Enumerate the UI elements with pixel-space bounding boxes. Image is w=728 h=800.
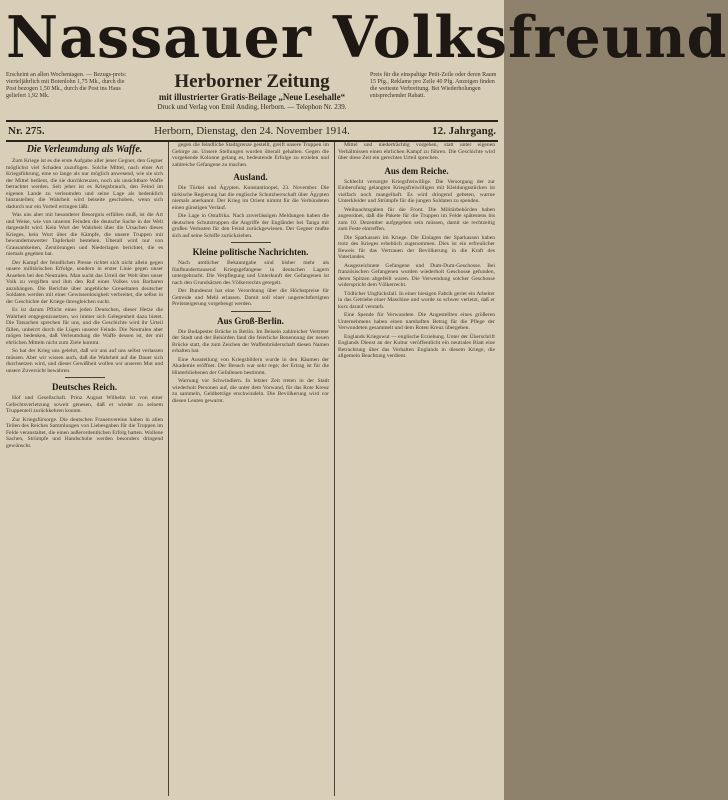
article-paragraph: Zum Kriege ist es die erste Aufgabe aller jener Gegner, den Gegner möglichst viel Schaden zuzufügen. Solche Mittel, nach einer Art Kriegsführung, eine so lange als nur möglich anwesend, wie sie sich der Mittel bedient, die sie durchkreuzen, noch als unsichtbare Waffe betrachtet werden. Seit jeher ist es Kriegsbrauch, den Feind im eigenen Lande zu verleumden und seine Lage als bedenklich hinzustellen; die Wahrheit wird beiseite geschoben, wenn sich dadurch nur ein Vorteil erringen läßt.	[6, 158, 163, 210]
article-paragraph: gegen die feindliche Stadtgrenze gestellt, greift unsere Truppen im Gebirge an. Unsere Stellungen wurden überall gehalten. Gegen die vorgehende Kolonne gelang es, bedeutende Erfolge zu erzielen und zahlreiche Gefangene zu machen.	[172, 142, 329, 168]
article-paragraph: Die Sparkassen im Kriege. Die Einlagen der Sparkassen haben trotz des Krieges erheblich zugenommen. Dies ist ein erfreulicher Beweis für das Vertrauen der Bevölkerung in die Kraft des Vaterlandes.	[338, 234, 495, 260]
section-divider	[231, 242, 271, 243]
section-divider	[65, 377, 105, 378]
print-line: Druck und Verlag von Emil Anding, Herborn. — Telephon Nr. 239.	[157, 103, 347, 111]
article-paragraph: Englands Kriegswut — englische Erziehung. Unter der Überschrift Englands Dienst an der Kultur veröffentlicht ein neutrales Blatt eine Betrachtung über das Verhalten Englands in diesem Kriege, die allgemein Beachtung verdient.	[338, 333, 495, 359]
section-heading: Aus dem Reiche.	[384, 165, 449, 176]
issue-number: Nr. 275.	[8, 125, 45, 137]
column-divider	[168, 142, 169, 796]
article-paragraph: Nach amtlicher Bekanntgabe sind bisher mehr als fünfhunderttausend Kriegsgefangene in deutschen Lagern untergebracht. Die Verpflegung und Unterkunft der Gefangenen ist nach den Grundsätzen des Völkerrechts geregelt.	[172, 260, 329, 286]
section-heading: Aus Groß-Berlin.	[217, 315, 284, 326]
advertising-notice: Preis für die einspaltige Petit-Zeile oder deren Raum 15 Pfg., Reklame pro Zeile 40 Pfg. Anzeigen finden die weiteste Verbreitung. Bei Wiederholungen entsprechender Rabatt.	[370, 72, 497, 99]
newspaper-title: Nassauer Volksfreund	[6, 4, 728, 71]
article-paragraph: Die Budapester Brücke in Berlin. Im Beisein zahlreicher Vertreter der Stadt und der Behörden fand die feierliche Benennung der neuen Brücke statt, die zum Zeichen der Waffenbrüderschaft diesen Namen erhalten hat.	[172, 328, 329, 354]
article-paragraph: Hof und Gesellschaft. Prinz August Wilhelm ist von einer Gefechtsverletzung soweit genesen, daß er wieder zu seinem Truppenteil zurückkehren konnte.	[6, 395, 163, 414]
section-heading: Kleine politische Nachrichten.	[192, 247, 309, 257]
masthead-subrow	[6, 72, 498, 120]
article-paragraph: Tödlicher Unglücksfall. In einer hiesigen Fabrik geriet ein Arbeiter in das Getriebe einer Maschine und wurde so schwer verletzt, daß er kurz darauf verstarb.	[338, 290, 495, 310]
subscription-notice: Erscheint an allen Wochentagen. — Bezugs-preis: vierteljährlich mit Botenlohn 1,75 Mk., durch die Post bezogen 1,50 Mk., durch die Post ins Haus geliefert 1,92 Mk.	[6, 72, 127, 99]
article-paragraph: So hat der Krieg uns gelehrt, daß wir uns auf uns selbst verlassen müssen. Aber wir wissen auch, daß die Wahrheit auf die Dauer sich durchsetzen wird, und dieser Gewißheit wollen wir unseren Mut und unsere Zuversicht bewahren.	[6, 348, 163, 374]
article-heading: Die Verleumdung als Waffe.	[26, 144, 143, 155]
article-columns	[6, 142, 498, 796]
article-paragraph: Weihnachtsgaben für die Front. Die Militärbehörden haben angeordnet, daß die Pakete für die Truppen im Felde spätestens bis zum 10. Dezember aufgegeben sein müssen, damit sie rechtzeitig zum Feste eintreffen.	[338, 206, 495, 232]
article-paragraph: Eine Spende für Verwundete. Die Angestellten eines größeren Unternehmens haben einen namhaften Betrag für die Pflege der Verwundeten gesammelt und dem Roten Kreuz übergeben.	[338, 312, 495, 331]
article-paragraph: Der Kampf der feindlichen Presse richtet sich nicht allein gegen unsere militärischen Erfolge, sondern in erster Linie gegen unser Ansehen bei den Neutralen. Man sucht das Urteil der Welt über unser Volk zu vergiften und ihm den Ruf eines Volkes von Barbaren anzuhängen. Die Berichte über angebliche Greueltaten deutscher Soldaten werden mit einer Gewissenlosigkeit verbreitet, die selbst in der Geschichte der Kriege ihresgleichen sucht.	[6, 259, 163, 305]
section-heading: Ausland.	[233, 172, 268, 182]
article-paragraph: Eine Ausstellung von Kriegsbildern wurde in den Räumen der Akademie eröffnet. Der Besuch war sehr rege; der Ertrag ist für die Hinterbliebenen der Gefallenen bestimmt.	[172, 356, 329, 376]
article-paragraph: Zur Kriegsfürsorge. Die deutschen Frauenvereine haben in allen Teilen des Reiches Sammlungen von Liebesgaben für die Truppen im Felde veranstaltet, die einen außerordentlichen Erfolg hatten. Wollene Sachen, Strümpfe und Handschuhe werden besonders dringend gewünscht.	[6, 416, 163, 449]
newspaper-tagline: mit illustrierter Gratis-Beilage „Neue Lesehalle“	[158, 92, 346, 102]
article-paragraph: Der Bundesrat hat eine Verordnung über die Höchstpreise für Getreide und Mehl erlassen. Damit soll einer ungerechtfertigten Preissteigerung vorgebeugt werden.	[172, 288, 329, 307]
article-paragraph: Es ist darum Pflicht eines jeden Deutschen, dieser Hetze die Wahrheit entgegenzusetzen, wo immer sich Gelegenheit dazu bietet. Die Tatsachen sprechen für uns, und die Geschichte wird ihr Urteil fällen, unbeirrt durch die Lügen unserer Feinde. Die Neutralen aber mögen bedenken, daß Verleumdung die Waffe dessen ist, der mit ehrlichen Mitteln nicht zum Ziele kommt.	[6, 307, 163, 346]
column-divider	[334, 142, 335, 796]
masthead-center	[140, 72, 364, 112]
issue-year: 12. Jahrgang.	[432, 125, 496, 137]
article-paragraph: Was uns aber mit besonderer Besorgnis erfüllen muß, ist die Art und Weise, wie von unseren Feinden die deutsche Sache in der Welt dargestellt wird. Kein Wort der Wahrheit über die Ursachen dieses Krieges, kein Wort über die Kämpfe, die unsere Truppen mit bewundernswerter Tapferkeit bestehen. Überall wird nur von Grausamkeiten, Zerstörungen und Niederlagen berichtet, die es niemals gegeben hat.	[6, 212, 163, 257]
newspaper-subtitle: Herborner Zeitung	[174, 71, 330, 92]
column-middle	[172, 142, 329, 796]
section-divider	[231, 311, 271, 312]
article-paragraph: Die Lage in Ostafrika. Nach zuverlässigen Meldungen haben die deutschen Schutztruppen die Angriffe der Engländer bei Tanga mit großen Verlusten für den Feind zurückgewiesen. Der Gegner mußte sich auf seine Schiffe zurückziehen.	[172, 213, 329, 239]
column-left	[6, 142, 163, 796]
article-paragraph: Die Türkei und Ägypten. Konstantinopel, 23. November. Die türkische Regierung hat die englische Schutzherrschaft über Ägypten niemals anerkannt. Der Krieg im Orient nimmt für die Verbündeten einen günstigen Verlauf.	[172, 185, 329, 211]
article-paragraph: Schlecht versorgte Kriegsfreiwillige. Die Versorgung der zur Einberufung gelangten Kriegsfreiwilligen mit Kleidungsstücken ist vielfach noch mangelhaft. Es wird dringend gebeten, warme Unterkleider und Strümpfe für die jungen Soldaten zu spenden.	[338, 178, 495, 204]
issue-dateline: Herborn, Dienstag, den 24. November 1914.	[154, 125, 350, 137]
article-paragraph: Mittel und niederträchtig vorgehen, statt unter eigenen Verhältnissen einen ehrlichen Kampf zu führen. Die Geschichte wird über diese Zeit ein gerechtes Urteil sprechen.	[338, 142, 495, 161]
article-paragraph: Ausgezeichnete Gefangene und Dum-Dum-Geschosse. Bei französischen Gefangenen wurden wiederholt Geschosse gefunden, deren Spitzen abgefeilt waren. Die Verwendung solcher Geschosse widerspricht dem Völkerrecht.	[338, 262, 495, 288]
column-right	[338, 142, 495, 796]
masthead	[6, 4, 728, 111]
section-heading: Deutsches Reich.	[52, 382, 117, 392]
article-paragraph: Warnung vor Schwindlern. In letzter Zeit treten in der Stadt wiederholt Personen auf, die unter dem Vorwand, für das Rote Kreuz zu sammeln, Geldbeträge erschwindeln. Die Bevölkerung wird vor diesen Leuten gewarnt.	[172, 378, 329, 404]
issue-bar	[6, 120, 498, 142]
